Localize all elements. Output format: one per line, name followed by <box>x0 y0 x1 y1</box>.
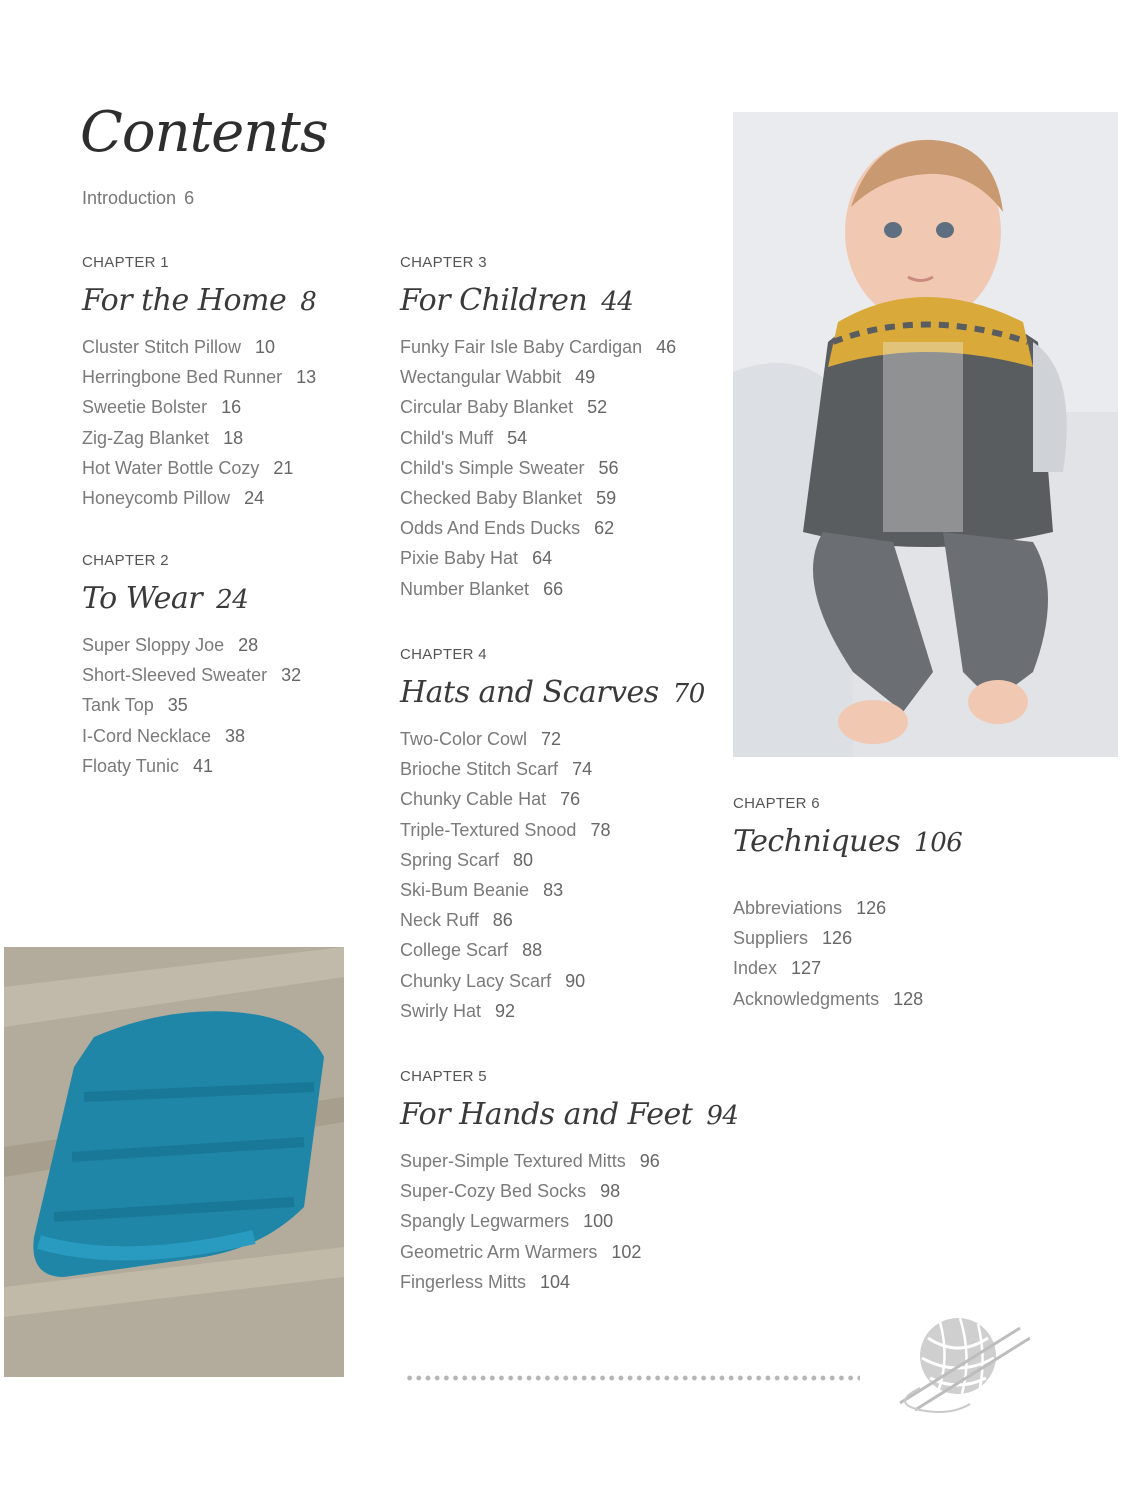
chapter-page: 94 <box>706 1101 739 1131</box>
toc-item-page: 90 <box>565 970 586 991</box>
toc-item-page: 62 <box>594 518 615 539</box>
toc-item[interactable] <box>82 751 301 781</box>
toc-item[interactable] <box>400 1146 738 1176</box>
toc-item-page: 64 <box>532 548 553 569</box>
toc-item-label: Spring Scarf <box>400 849 500 870</box>
toc-item[interactable] <box>400 815 705 845</box>
toc-item-page: 66 <box>543 578 564 599</box>
toc-item-page: 59 <box>596 487 617 508</box>
toc-item-label: Swirly Hat <box>400 1000 482 1021</box>
toc-item-page: 24 <box>244 487 265 508</box>
toc-item-label: Super-Simple Textured Mitts <box>400 1151 626 1171</box>
toc-item-page: 54 <box>507 427 528 448</box>
toc-item-page: 35 <box>167 695 188 716</box>
chapter-page: 70 <box>672 679 705 709</box>
mitt-illustration <box>4 947 344 1377</box>
toc-item[interactable] <box>400 1237 738 1267</box>
chapter-title[interactable] <box>82 283 316 318</box>
toc-item-label: Fingerless Mitts <box>400 1271 527 1292</box>
chapter-title[interactable] <box>82 581 301 616</box>
toc-item-page: 41 <box>193 755 214 776</box>
chapter-label: CHAPTER 3 <box>400 254 487 271</box>
toc-item-page: 28 <box>238 635 259 655</box>
toc-item-label: Cluster Stitch Pillow <box>82 337 242 357</box>
chapter-title-text: For Hands and Feet <box>400 1097 693 1132</box>
toc-item[interactable] <box>400 423 676 453</box>
toc-item[interactable] <box>400 574 676 604</box>
chapter-label: CHAPTER 6 <box>733 795 820 812</box>
chapter-label: CHAPTER 5 <box>400 1068 487 1085</box>
chapter-items <box>82 332 316 513</box>
toc-item[interactable] <box>400 996 705 1026</box>
toc-item[interactable] <box>400 905 705 935</box>
chapter-4-section <box>400 646 705 1026</box>
toc-item[interactable] <box>733 984 962 1014</box>
toc-item[interactable] <box>400 513 676 543</box>
toc-item-label: Tank Top <box>82 695 154 716</box>
chapter-title[interactable] <box>400 675 705 710</box>
toc-item-page: 86 <box>492 910 513 931</box>
chapter-title[interactable] <box>400 283 676 318</box>
toc-item[interactable] <box>82 423 316 453</box>
toc-item-label: Floaty Tunic <box>82 755 180 776</box>
chapter-page: 44 <box>601 287 634 317</box>
chapter-items <box>82 630 301 781</box>
chapter-page: 106 <box>914 828 963 858</box>
toc-item[interactable] <box>82 362 316 392</box>
toc-item-page: 96 <box>639 1151 660 1171</box>
toc-item-label: Triple-Textured Snood <box>400 819 577 840</box>
toc-item-page: 32 <box>281 665 302 686</box>
chapter-title-text: Techniques <box>733 824 901 859</box>
toc-item[interactable] <box>733 953 962 983</box>
chapter-title[interactable] <box>733 824 962 859</box>
toc-item-page: 83 <box>543 879 564 900</box>
toc-item-page: 49 <box>575 367 596 388</box>
toc-item[interactable] <box>82 453 316 483</box>
toc-item-label: Super-Cozy Bed Socks <box>400 1181 587 1202</box>
toc-item-page: 98 <box>600 1181 621 1202</box>
chapter-title[interactable] <box>400 1097 738 1132</box>
knitted-mitt-photo <box>4 947 344 1377</box>
toc-item-label: Child's Simple Sweater <box>400 457 585 478</box>
chapter-page: 24 <box>216 585 249 615</box>
chapter-label: CHAPTER 4 <box>400 646 487 663</box>
toc-item[interactable] <box>400 1267 738 1297</box>
toc-item-label: Spangly Legwarmers <box>400 1211 570 1232</box>
chapter-items <box>400 724 705 1026</box>
chapter-2-section <box>82 552 301 781</box>
toc-item-label: Pixie Baby Hat <box>400 548 519 569</box>
toc-item[interactable] <box>400 453 676 483</box>
toc-item[interactable] <box>400 362 676 392</box>
toc-item-page: 80 <box>513 849 534 870</box>
toc-item-label: Wectangular Wabbit <box>400 367 562 388</box>
chapter-title-text: For the Home <box>82 283 287 318</box>
toc-item[interactable] <box>400 724 705 754</box>
toc-item-label: Hot Water Bottle Cozy <box>82 457 260 478</box>
chapter-3-section <box>400 254 676 604</box>
toc-item-label: Zig-Zag Blanket <box>82 427 210 448</box>
toc-item-label: I-Cord Necklace <box>82 725 212 746</box>
toc-item[interactable] <box>400 784 705 814</box>
toc-item-page: 18 <box>223 427 244 448</box>
chapter-label: CHAPTER 1 <box>82 254 169 271</box>
toc-item[interactable] <box>733 923 962 953</box>
chapter-items <box>400 332 676 604</box>
toc-item-page: 88 <box>522 940 543 961</box>
toc-item-page: 56 <box>598 457 619 478</box>
toc-item-label: Brioche Stitch Scarf <box>400 759 559 780</box>
introduction-entry[interactable] <box>82 188 194 209</box>
toc-item-page: 126 <box>822 928 853 949</box>
baby-photo <box>733 112 1118 757</box>
toc-item-label: Chunky Lacy Scarf <box>400 970 552 991</box>
toc-item-page: 72 <box>541 729 562 749</box>
toc-item-page: 127 <box>791 958 822 979</box>
toc-item[interactable] <box>400 935 705 965</box>
baby-illustration <box>733 112 1118 757</box>
toc-item[interactable] <box>400 754 705 784</box>
chapter-6-section <box>733 795 962 1014</box>
toc-item-label: Abbreviations <box>733 898 843 918</box>
toc-item-page: 52 <box>587 397 608 418</box>
toc-item-page: 102 <box>611 1241 642 1262</box>
toc-item-page: 16 <box>221 397 242 418</box>
toc-item-label: Sweetie Bolster <box>82 397 208 418</box>
toc-item[interactable] <box>400 845 705 875</box>
toc-item-label: Two-Color Cowl <box>400 729 528 749</box>
toc-item[interactable] <box>400 875 705 905</box>
toc-item-label: Number Blanket <box>400 578 530 599</box>
chapter-title-text: Hats and Scarves <box>400 675 659 710</box>
dotted-divider <box>405 1372 860 1384</box>
chapter-items <box>400 1146 738 1297</box>
toc-item-page: 76 <box>560 789 581 810</box>
toc-item-page: 38 <box>225 725 246 746</box>
yarn-ball-icon <box>880 1308 1030 1418</box>
toc-item[interactable] <box>82 690 301 720</box>
chapter-1-section <box>82 254 316 513</box>
introduction-page: 6 <box>184 188 195 208</box>
toc-item-page: 10 <box>255 337 276 357</box>
toc-item-page: 74 <box>572 759 593 780</box>
chapter-title-text: For Children <box>400 283 588 318</box>
toc-item[interactable] <box>400 1206 738 1236</box>
toc-item-label: Chunky Cable Hat <box>400 789 547 810</box>
toc-item[interactable] <box>82 392 316 422</box>
toc-item-page: 128 <box>893 988 924 1009</box>
toc-item[interactable] <box>82 483 316 513</box>
toc-item-label: Geometric Arm Warmers <box>400 1241 598 1262</box>
toc-item-page: 104 <box>540 1271 571 1292</box>
toc-item-page: 126 <box>856 898 887 918</box>
toc-item[interactable] <box>400 392 676 422</box>
chapter-items <box>733 893 962 1014</box>
toc-item-label: Suppliers <box>733 928 809 949</box>
toc-item[interactable] <box>400 543 676 573</box>
toc-item[interactable] <box>400 1176 738 1206</box>
chapter-title-text: To Wear <box>82 581 203 616</box>
toc-item[interactable] <box>82 332 316 362</box>
toc-item-label: College Scarf <box>400 940 509 961</box>
toc-item-label: Ski-Bum Beanie <box>400 879 530 900</box>
toc-item-label: Funky Fair Isle Baby Cardigan <box>400 337 643 357</box>
toc-item[interactable] <box>400 966 705 996</box>
toc-item[interactable] <box>82 630 301 660</box>
toc-item[interactable] <box>400 483 676 513</box>
toc-item-page: 13 <box>296 367 317 388</box>
page-title: Contents <box>80 100 328 165</box>
toc-item[interactable] <box>82 660 301 690</box>
chapter-label: CHAPTER 2 <box>82 552 169 569</box>
toc-item-label: Short-Sleeved Sweater <box>82 665 268 686</box>
toc-item[interactable] <box>82 721 301 751</box>
introduction-label: Introduction <box>82 188 177 208</box>
toc-item-label: Odds And Ends Ducks <box>400 518 581 539</box>
toc-item-label: Child's Muff <box>400 427 494 448</box>
toc-item[interactable] <box>733 893 962 923</box>
toc-item-label: Honeycomb Pillow <box>82 487 231 508</box>
toc-item-page: 21 <box>273 457 294 478</box>
chapter-page: 8 <box>300 287 317 317</box>
toc-item-label: Herringbone Bed Runner <box>82 367 283 388</box>
toc-item-label: Checked Baby Blanket <box>400 487 583 508</box>
toc-item-label: Acknowledgments <box>733 988 880 1009</box>
toc-item-label: Neck Ruff <box>400 910 479 931</box>
toc-item-page: 100 <box>583 1211 614 1232</box>
toc-item-page: 78 <box>590 819 611 840</box>
toc-item-label: Index <box>733 958 778 979</box>
toc-item-page: 92 <box>495 1000 516 1021</box>
toc-item-page: 46 <box>656 337 677 357</box>
chapter-5-section <box>400 1068 738 1297</box>
toc-item[interactable] <box>400 332 676 362</box>
toc-item-label: Super Sloppy Joe <box>82 635 225 655</box>
toc-item-label: Circular Baby Blanket <box>400 397 574 418</box>
